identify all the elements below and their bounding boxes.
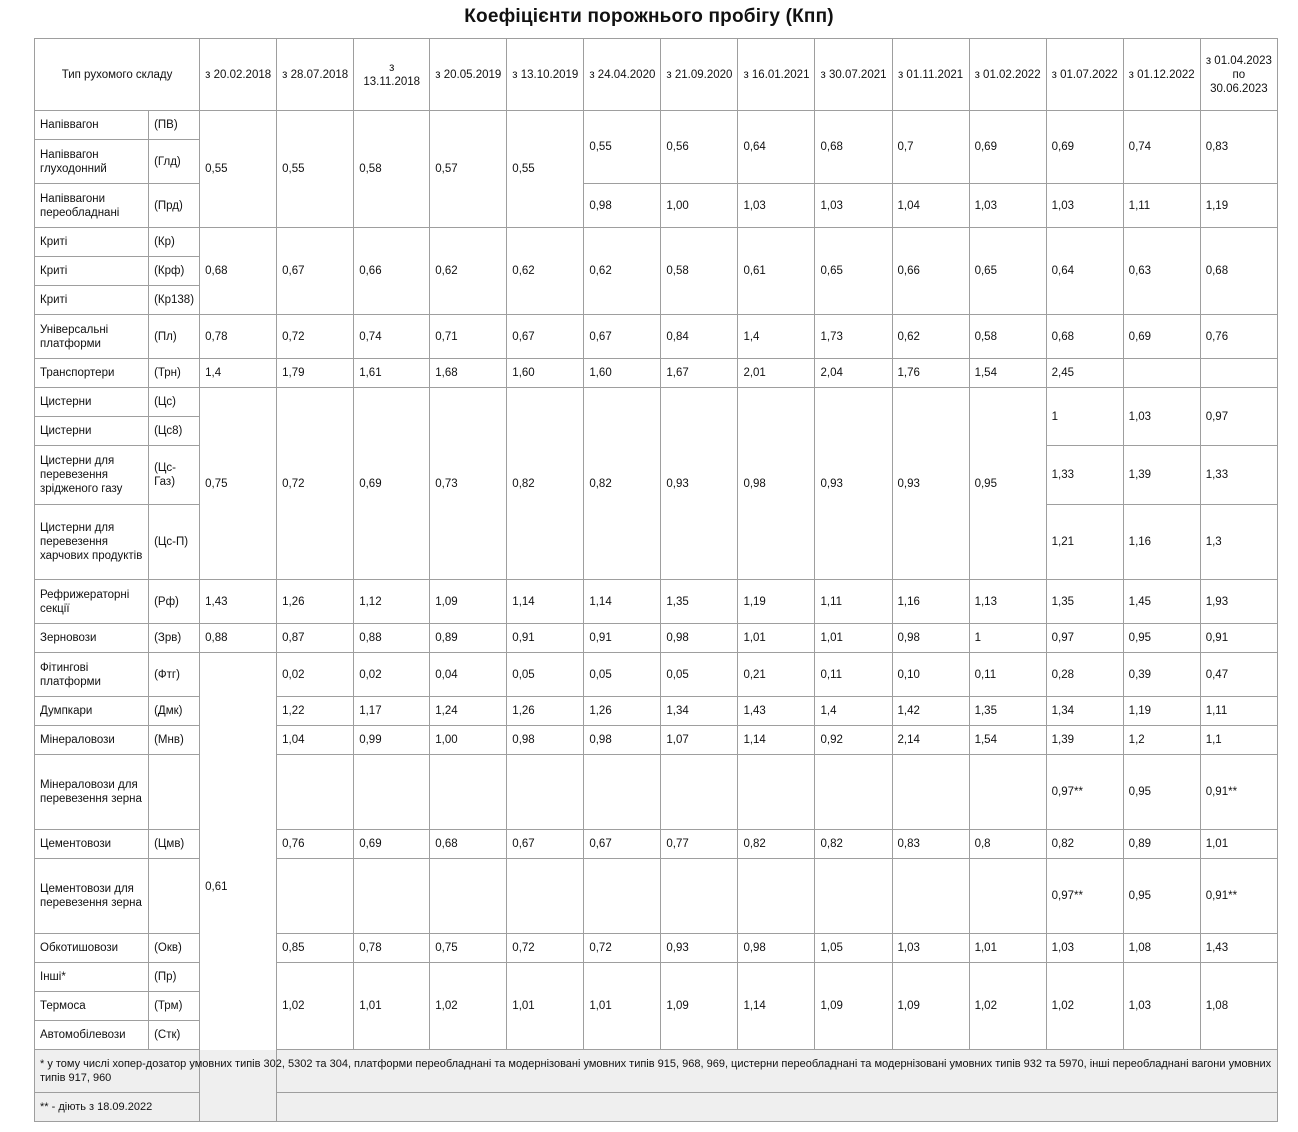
header-date: з 01.12.2022 (1123, 39, 1200, 111)
value-cell: 0,55 (507, 111, 584, 228)
value-cell (1123, 359, 1200, 388)
value-cell: 1,01 (969, 934, 1046, 963)
value-cell: 1,45 (1123, 580, 1200, 624)
value-cell: 0,72 (507, 934, 584, 963)
row-name: Зерновози (35, 624, 149, 653)
value-cell (738, 755, 815, 830)
value-cell: 0,95 (1123, 624, 1200, 653)
value-cell: 0,62 (507, 228, 584, 315)
value-cell: 1,11 (1123, 184, 1200, 228)
row-code: (Фтг) (149, 653, 200, 697)
value-cell: 1,43 (200, 580, 277, 624)
value-cell: 1,3 (1200, 505, 1277, 580)
row-code: (Стк) (149, 1021, 200, 1050)
value-cell: 0,61 (738, 228, 815, 315)
value-cell: 1,01 (507, 963, 584, 1050)
row-code (149, 755, 200, 830)
value-cell: 1,01 (738, 624, 815, 653)
row-code: (Цс) (149, 388, 200, 417)
value-cell: 1,35 (661, 580, 738, 624)
value-cell: 0,02 (354, 653, 430, 697)
value-cell (1200, 359, 1277, 388)
value-cell: 0,11 (969, 653, 1046, 697)
value-cell: 0,93 (815, 388, 892, 580)
value-cell (507, 755, 584, 830)
value-cell: 0,98 (892, 624, 969, 653)
value-cell: 1,14 (738, 726, 815, 755)
footnote-row (35, 1050, 1278, 1093)
value-cell: 0,75 (430, 934, 507, 963)
value-cell: 0,72 (277, 315, 354, 359)
value-cell: 0,82 (738, 830, 815, 859)
value-cell: 0,05 (584, 653, 661, 697)
value-cell: 1,09 (661, 963, 738, 1050)
value-cell (430, 859, 507, 934)
row-name: Термоса (35, 992, 149, 1021)
value-cell: 1,11 (1200, 697, 1277, 726)
value-cell: 0,8 (969, 830, 1046, 859)
value-cell: 1,22 (277, 697, 354, 726)
footnote-row (35, 1093, 1278, 1122)
value-cell: 0,04 (430, 653, 507, 697)
value-cell: 0,98 (661, 624, 738, 653)
value-cell: 1,34 (1046, 697, 1123, 726)
table-row (35, 111, 1278, 140)
row-code: (Пл) (149, 315, 200, 359)
value-cell: 0,64 (1046, 228, 1123, 315)
value-cell (661, 755, 738, 830)
value-cell: 1,61 (354, 359, 430, 388)
row-name: Цистерни (35, 388, 149, 417)
value-cell: 1,08 (1200, 963, 1277, 1050)
value-cell: 0,98 (738, 934, 815, 963)
row-name: Рефрижераторні секції (35, 580, 149, 624)
value-cell: 1,03 (892, 934, 969, 963)
row-code: (Глд) (149, 140, 200, 184)
value-cell: 0,84 (661, 315, 738, 359)
value-cell: 1,60 (507, 359, 584, 388)
value-cell: 2,01 (738, 359, 815, 388)
row-name: Напіввагон (35, 111, 149, 140)
header-date-range: з 01.04.2023 по 30.06.2023 (1200, 39, 1277, 111)
value-cell: 0,67 (507, 830, 584, 859)
value-cell: 1,16 (892, 580, 969, 624)
row-code: (Кр) (149, 228, 200, 257)
value-cell: 1,03 (1123, 388, 1200, 446)
header-type-label: Тип рухомого складу (35, 39, 200, 111)
value-cell: 1,76 (892, 359, 969, 388)
row-code: (Прд) (149, 184, 200, 228)
value-cell: 1,60 (584, 359, 661, 388)
value-cell: 0,95 (969, 388, 1046, 580)
value-cell: 0,10 (892, 653, 969, 697)
value-cell (354, 755, 430, 830)
value-cell: 0,61 (200, 653, 277, 1122)
value-cell: 0,91 (584, 624, 661, 653)
row-name: Криті (35, 286, 149, 315)
value-cell: 1,02 (969, 963, 1046, 1050)
row-name: Цистерни для перевезення зрідженого газу (35, 446, 149, 505)
value-cell: 1,02 (277, 963, 354, 1050)
value-cell: 0,65 (815, 228, 892, 315)
value-cell: 0,92 (815, 726, 892, 755)
value-cell: 1,03 (738, 184, 815, 228)
row-code: (Цмв) (149, 830, 200, 859)
header-date: з 20.02.2018 (200, 39, 277, 111)
value-cell: 0,93 (661, 934, 738, 963)
row-name: Напіввагон глуходонний (35, 140, 149, 184)
value-cell: 1,35 (969, 697, 1046, 726)
value-cell: 1,13 (969, 580, 1046, 624)
row-name: Напіввагони переобладнані (35, 184, 149, 228)
row-code: (Зрв) (149, 624, 200, 653)
value-cell: 1,68 (430, 359, 507, 388)
value-cell (892, 755, 969, 830)
value-cell: 0,87 (277, 624, 354, 653)
value-cell (507, 859, 584, 934)
value-cell: 1,26 (507, 697, 584, 726)
row-name: Транспортери (35, 359, 149, 388)
value-cell: 0,55 (200, 111, 277, 228)
value-cell: 0,97** (1046, 859, 1123, 934)
value-cell: 1,00 (661, 184, 738, 228)
row-name: Криті (35, 257, 149, 286)
value-cell: 1,33 (1046, 446, 1123, 505)
row-code: (Рф) (149, 580, 200, 624)
value-cell: 0,91** (1200, 755, 1277, 830)
value-cell: 1,07 (661, 726, 738, 755)
value-cell: 0,72 (277, 388, 354, 580)
value-cell: 0,69 (354, 388, 430, 580)
value-cell: 0,98 (738, 388, 815, 580)
value-cell: 0,69 (1046, 111, 1123, 184)
value-cell: 1,01 (1200, 830, 1277, 859)
value-cell: 0,62 (584, 228, 661, 315)
value-cell (738, 859, 815, 934)
value-cell: 1,79 (277, 359, 354, 388)
value-cell (969, 859, 1046, 934)
value-cell: 1,19 (738, 580, 815, 624)
row-name: Інші* (35, 963, 149, 992)
value-cell: 1,19 (1200, 184, 1277, 228)
value-cell: 0,75 (200, 388, 277, 580)
row-code: (Трн) (149, 359, 200, 388)
value-cell: 0,91 (1200, 624, 1277, 653)
value-cell: 0,88 (354, 624, 430, 653)
coefficients-table (34, 38, 1278, 1122)
table-row (35, 624, 1278, 653)
value-cell: 1,4 (738, 315, 815, 359)
value-cell: 0,76 (1200, 315, 1277, 359)
value-cell: 0,95 (1123, 859, 1200, 934)
header-date: з 24.04.2020 (584, 39, 661, 111)
value-cell (815, 859, 892, 934)
value-cell: 0,71 (430, 315, 507, 359)
value-cell: 0,67 (507, 315, 584, 359)
value-cell: 0,85 (277, 934, 354, 963)
row-name: Мінераловози для перевезення зерна (35, 755, 149, 830)
table-row (35, 228, 1278, 257)
value-cell: 2,14 (892, 726, 969, 755)
value-cell: 1,24 (430, 697, 507, 726)
value-cell: 0,97 (1200, 388, 1277, 446)
value-cell: 1,54 (969, 726, 1046, 755)
value-cell: 0,69 (354, 830, 430, 859)
row-name: Обкотишовози (35, 934, 149, 963)
value-cell: 0,83 (1200, 111, 1277, 184)
header-date: з 16.01.2021 (738, 39, 815, 111)
value-cell: 1,21 (1046, 505, 1123, 580)
row-code: (Кр138) (149, 286, 200, 315)
value-cell: 0,68 (1046, 315, 1123, 359)
value-cell: 1,2 (1123, 726, 1200, 755)
value-cell: 1,05 (815, 934, 892, 963)
value-cell: 0,68 (200, 228, 277, 315)
row-code: (Цс8) (149, 417, 200, 446)
value-cell: 0,98 (507, 726, 584, 755)
footnote-text: ** - діють з 18.09.2022 (35, 1093, 1278, 1122)
value-cell: 0,83 (892, 830, 969, 859)
value-cell: 1,1 (1200, 726, 1277, 755)
value-cell: 0,55 (277, 111, 354, 228)
value-cell: 1,73 (815, 315, 892, 359)
value-cell (277, 859, 354, 934)
value-cell: 1,26 (277, 580, 354, 624)
value-cell: 1,4 (200, 359, 277, 388)
header-date: з 01.07.2022 (1046, 39, 1123, 111)
value-cell: 1,93 (1200, 580, 1277, 624)
row-name: Цистерни для перевезення харчових продуктів (35, 505, 149, 580)
value-cell: 0,57 (430, 111, 507, 228)
value-cell: 0,05 (661, 653, 738, 697)
value-cell: 1,34 (661, 697, 738, 726)
header-date: з 20.05.2019 (430, 39, 507, 111)
value-cell: 0,93 (892, 388, 969, 580)
table-row (35, 315, 1278, 359)
value-cell (892, 859, 969, 934)
value-cell: 1,33 (1200, 446, 1277, 505)
header-date: з 28.07.2018 (277, 39, 354, 111)
value-cell: 0,74 (354, 315, 430, 359)
value-cell: 0,66 (354, 228, 430, 315)
row-code: (Дмк) (149, 697, 200, 726)
value-cell (969, 755, 1046, 830)
value-cell: 0,55 (584, 111, 661, 184)
value-cell: 0,62 (430, 228, 507, 315)
value-cell: 0,11 (815, 653, 892, 697)
value-cell: 0,58 (354, 111, 430, 228)
row-code: (Крф) (149, 257, 200, 286)
value-cell: 1,39 (1123, 446, 1200, 505)
row-code: (Мнв) (149, 726, 200, 755)
value-cell: 1,39 (1046, 726, 1123, 755)
header-row (35, 39, 1278, 111)
value-cell: 0,66 (892, 228, 969, 315)
value-cell: 1,01 (815, 624, 892, 653)
value-cell: 0,47 (1200, 653, 1277, 697)
value-cell: 1,14 (738, 963, 815, 1050)
value-cell: 0,91 (507, 624, 584, 653)
value-cell: 1,08 (1123, 934, 1200, 963)
header-date: з 21.09.2020 (661, 39, 738, 111)
row-name: Криті (35, 228, 149, 257)
value-cell: 1,00 (430, 726, 507, 755)
value-cell: 0,56 (661, 111, 738, 184)
value-cell: 0,69 (1123, 315, 1200, 359)
row-name: Мінераловози (35, 726, 149, 755)
value-cell: 0,7 (892, 111, 969, 184)
row-name: Цементовози для перевезення зерна (35, 859, 149, 934)
value-cell: 1,01 (584, 963, 661, 1050)
value-cell: 0,02 (277, 653, 354, 697)
value-cell: 2,45 (1046, 359, 1123, 388)
value-cell: 0,67 (584, 830, 661, 859)
row-name: Автомобілевози (35, 1021, 149, 1050)
value-cell: 0,62 (892, 315, 969, 359)
value-cell: 1 (969, 624, 1046, 653)
value-cell: 0,82 (507, 388, 584, 580)
row-code: (ПВ) (149, 111, 200, 140)
value-cell: 1,04 (892, 184, 969, 228)
header-date: з 01.02.2022 (969, 39, 1046, 111)
value-cell (584, 755, 661, 830)
value-cell: 1,16 (1123, 505, 1200, 580)
value-cell: 0,64 (738, 111, 815, 184)
value-cell: 1,03 (1046, 184, 1123, 228)
value-cell: 0,98 (584, 726, 661, 755)
value-cell: 1,14 (507, 580, 584, 624)
value-cell: 0,82 (1046, 830, 1123, 859)
row-code: (Окв) (149, 934, 200, 963)
value-cell: 1,4 (815, 697, 892, 726)
row-code: (Цс-Газ) (149, 446, 200, 505)
row-code: (Трм) (149, 992, 200, 1021)
footnote-text: * у тому числі хопер-дозатор умовних типів 302, 5302 та 304, платформи переобладнані та модернізовані умовних типів 915, 968, 969, цистерни переобладнані та модернізовані умовних типів 932 та 5970, інші переобладнані вагони умовних типів 917, 960 (35, 1050, 1278, 1093)
header-date: з 30.07.2021 (815, 39, 892, 111)
value-cell: 0,69 (969, 111, 1046, 184)
row-code: (Пр) (149, 963, 200, 992)
value-cell: 1,03 (969, 184, 1046, 228)
row-name: Цистерни (35, 417, 149, 446)
value-cell: 0,21 (738, 653, 815, 697)
value-cell: 0,73 (430, 388, 507, 580)
value-cell: 1,09 (815, 963, 892, 1050)
value-cell: 0,91** (1200, 859, 1277, 934)
value-cell: 0,99 (354, 726, 430, 755)
value-cell: 0,67 (584, 315, 661, 359)
header-date: з 01.11.2021 (892, 39, 969, 111)
value-cell: 1,04 (277, 726, 354, 755)
value-cell: 1 (1046, 388, 1123, 446)
value-cell: 0,97 (1046, 624, 1123, 653)
value-cell: 0,77 (661, 830, 738, 859)
value-cell: 0,78 (354, 934, 430, 963)
value-cell (430, 755, 507, 830)
value-cell: 0,68 (1200, 228, 1277, 315)
value-cell: 1,01 (354, 963, 430, 1050)
value-cell: 0,58 (661, 228, 738, 315)
value-cell: 0,28 (1046, 653, 1123, 697)
value-cell: 0,93 (661, 388, 738, 580)
header-date: з 13.11.2018 (354, 39, 430, 111)
value-cell: 0,39 (1123, 653, 1200, 697)
value-cell: 0,76 (277, 830, 354, 859)
value-cell: 1,17 (354, 697, 430, 726)
header-date: з 13.10.2019 (507, 39, 584, 111)
value-cell: 0,82 (815, 830, 892, 859)
value-cell: 0,65 (969, 228, 1046, 315)
value-cell: 1,42 (892, 697, 969, 726)
value-cell: 0,58 (969, 315, 1046, 359)
value-cell: 1,02 (1046, 963, 1123, 1050)
page-title: Коефіцієнти порожнього пробігу (Кпп) (464, 6, 834, 27)
row-name: Думпкари (35, 697, 149, 726)
value-cell: 0,98 (584, 184, 661, 228)
value-cell: 1,43 (738, 697, 815, 726)
value-cell: 1,11 (815, 580, 892, 624)
value-cell: 1,67 (661, 359, 738, 388)
value-cell: 0,67 (277, 228, 354, 315)
value-cell (584, 859, 661, 934)
value-cell: 1,02 (430, 963, 507, 1050)
value-cell: 0,74 (1123, 111, 1200, 184)
value-cell: 1,12 (354, 580, 430, 624)
table-row (35, 653, 1278, 697)
value-cell: 0,05 (507, 653, 584, 697)
value-cell: 1,14 (584, 580, 661, 624)
value-cell: 0,72 (584, 934, 661, 963)
row-code (149, 859, 200, 934)
value-cell: 2,04 (815, 359, 892, 388)
table-row (35, 388, 1278, 417)
row-code: (Цс-П) (149, 505, 200, 580)
row-name: Фітингові платформи (35, 653, 149, 697)
table-row (35, 359, 1278, 388)
value-cell: 0,68 (815, 111, 892, 184)
value-cell: 1,35 (1046, 580, 1123, 624)
value-cell: 1,26 (584, 697, 661, 726)
row-name: Цементовози (35, 830, 149, 859)
value-cell: 1,09 (892, 963, 969, 1050)
value-cell: 0,97** (1046, 755, 1123, 830)
value-cell: 0,89 (1123, 830, 1200, 859)
value-cell (815, 755, 892, 830)
value-cell: 1,19 (1123, 697, 1200, 726)
value-cell: 0,89 (430, 624, 507, 653)
value-cell (661, 859, 738, 934)
value-cell: 0,88 (200, 624, 277, 653)
table-row (35, 580, 1278, 624)
value-cell: 1,09 (430, 580, 507, 624)
value-cell: 1,03 (1123, 963, 1200, 1050)
value-cell: 1,54 (969, 359, 1046, 388)
row-name: Універсальні платформи (35, 315, 149, 359)
value-cell: 1,43 (1200, 934, 1277, 963)
value-cell: 0,78 (200, 315, 277, 359)
value-cell (354, 859, 430, 934)
value-cell: 0,82 (584, 388, 661, 580)
value-cell: 1,03 (1046, 934, 1123, 963)
value-cell (277, 755, 354, 830)
value-cell: 0,63 (1123, 228, 1200, 315)
value-cell: 0,95 (1123, 755, 1200, 830)
value-cell: 1,03 (815, 184, 892, 228)
value-cell: 0,68 (430, 830, 507, 859)
